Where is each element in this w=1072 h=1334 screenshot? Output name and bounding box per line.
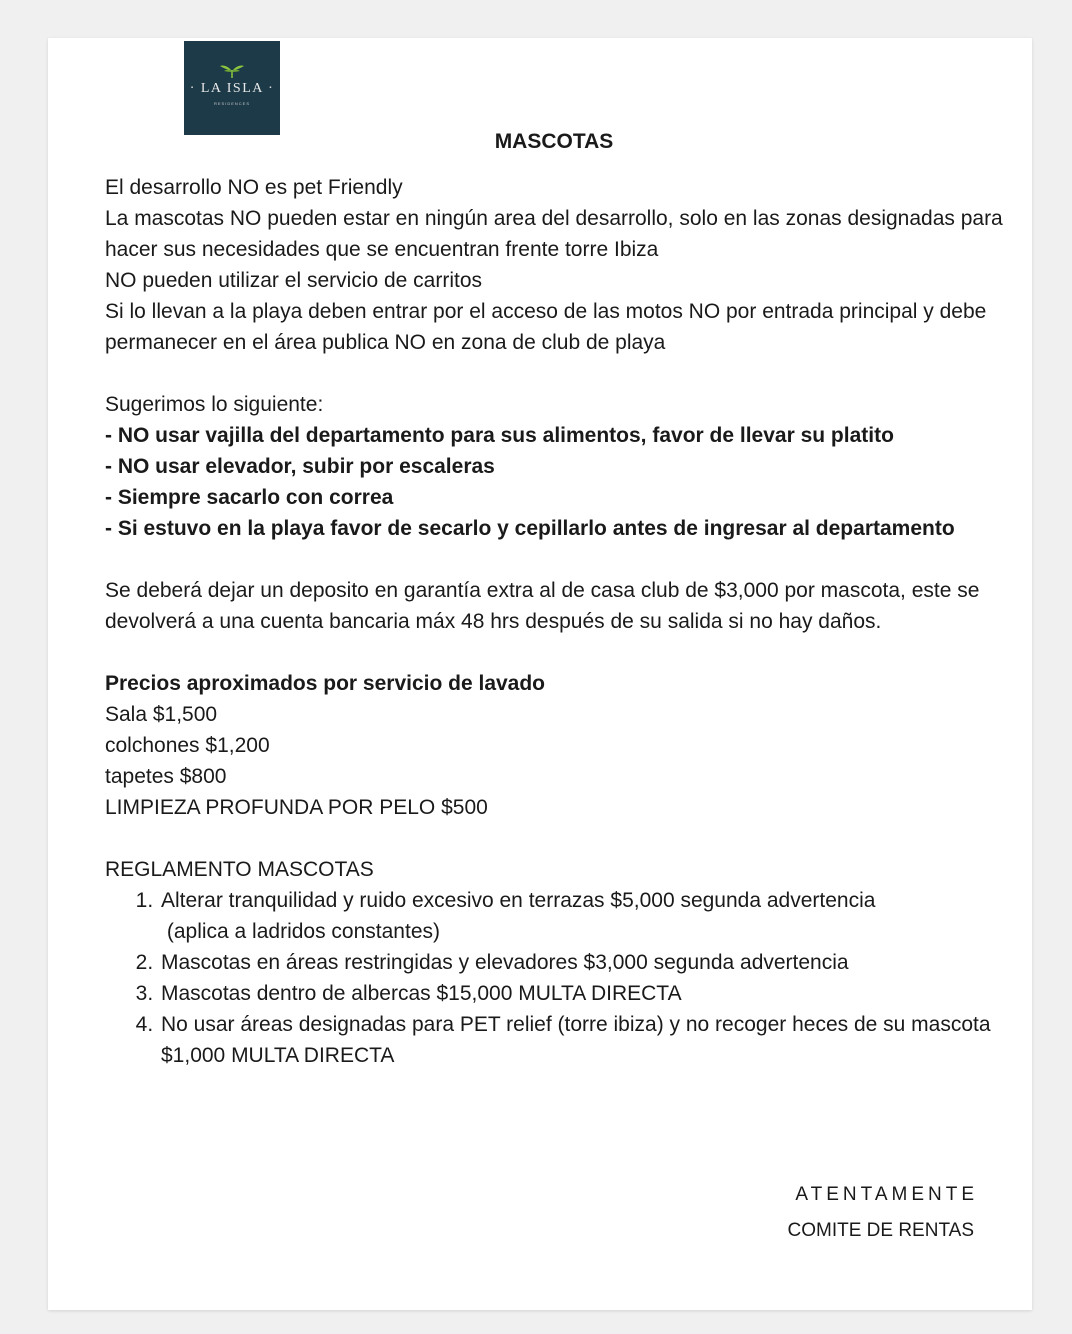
rule-item [159,885,1005,947]
rule-note: (aplica a ladridos constantes) [166,920,440,943]
logo-subtitle: RESIDENCES [213,101,250,106]
signer-name: COMITE DE RENTAS [787,1220,974,1241]
price-item: colchones $1,200 [105,734,270,757]
closing-text: ATENTAMENTE [795,1184,978,1205]
intro-line: NO pueden utilizar el servicio de carritos [105,269,482,292]
rule-item: 2. Mascotas en áreas restringidas y elevadores $3,000 segunda advertencia [159,947,1005,978]
signature-block [787,1184,978,1242]
intro-line: El desarrollo NO es pet Friendly [105,176,403,199]
intro-line: La mascotas NO pueden estar en ningún area del desarrollo, solo en las zonas designadas para hacer sus necesidades que se encuentran frente torre Ibiza [105,207,1003,261]
price-item: LIMPIEZA PROFUNDA POR PELO $500 [105,796,488,819]
suggestion-item: - NO usar vajilla del departamento para sus alimentos, favor de llevar su platito [105,424,894,447]
prices-heading: Precios aproximados por servicio de lavado [105,672,546,695]
page-title: MASCOTAS [494,130,614,153]
suggestion-item: - NO usar elevador, subir por escaleras [105,455,495,478]
suggestion-item: - Si estuvo en la playa favor de secarlo y cepillarlo antes de ingresar al departamento [105,517,955,540]
logo-name: · LA ISLA · [189,81,275,96]
document-page [48,38,1032,1310]
rules-heading: REGLAMENTO MASCOTAS [105,858,374,881]
rules-list [105,885,1005,1071]
suggestions-heading: Sugerimos lo siguiente: [105,393,324,416]
price-item: tapetes $800 [105,765,227,788]
palm-leaf-icon [217,63,247,79]
document-body [105,172,1005,1071]
deposit-paragraph: Se deberá dejar un deposito en garantía extra al de casa club de $3,000 por mascota, este se devolverá a una cuenta bancaria máx 48 hrs después de su salida si no hay daños. [105,579,980,633]
logo [184,41,280,135]
rule-item: 4. No usar áreas designadas para PET relief (torre ibiza) y no recoger heces de su mascota $1,000 MULTA DIRECTA [159,1009,1005,1071]
price-item: Sala $1,500 [105,703,218,726]
rule-text: Alterar tranquilidad y ruido excesivo en terrazas $5,000 segunda advertencia [161,889,876,912]
suggestion-item: - Siempre sacarlo con correa [105,486,394,509]
rule-item: 3. Mascotas dentro de albercas $15,000 MULTA DIRECTA [159,978,1005,1009]
intro-line: Si lo llevan a la playa deben entrar por el acceso de las motos NO por entrada principal y debe permanecer en el área publica NO en zona de club de playa [105,300,987,354]
